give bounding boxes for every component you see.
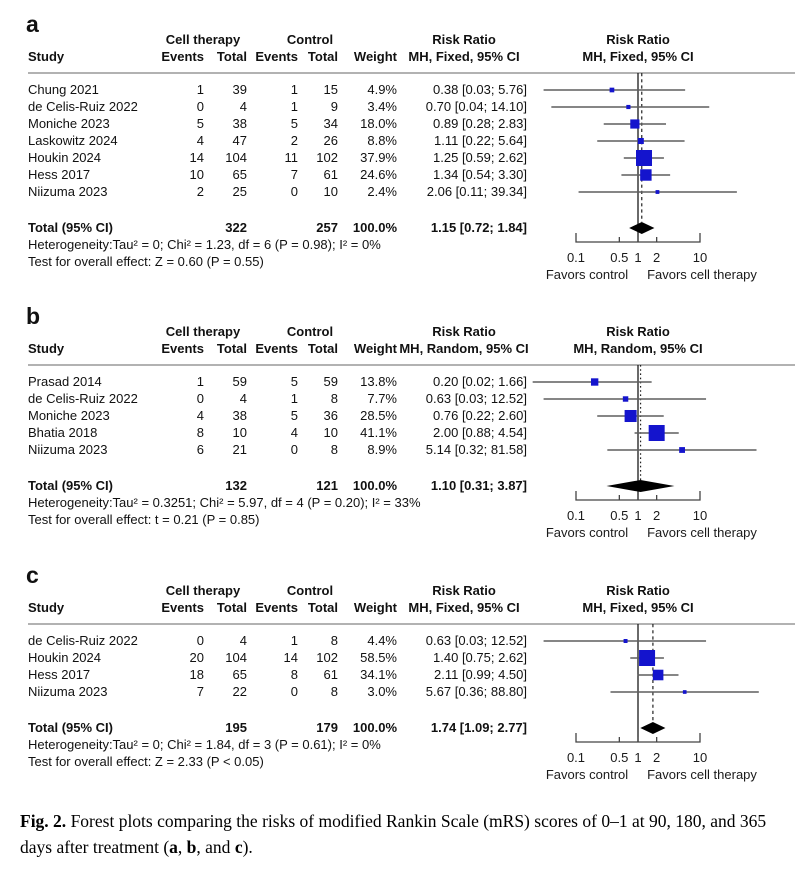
study-name-cell: Moniche 2023 [28, 116, 110, 131]
weight-cell: 8.8% [367, 133, 397, 148]
column-model-stats: MH, Fixed, 95% CI [408, 600, 520, 615]
panel-label: b [26, 303, 41, 329]
ctrl-events-cell: 5 [290, 408, 298, 423]
total-weight-cell: 100.0% [352, 720, 397, 735]
total-label-cell: Total (95% CI) [28, 478, 113, 493]
treat-total-cell: 59 [232, 374, 247, 389]
study-name-cell: Moniche 2023 [28, 408, 110, 423]
ctrl-total-cell: 61 [323, 667, 338, 682]
axis-tick-label: 0.1 [566, 750, 586, 765]
effect-square [638, 138, 644, 144]
weight-cell: 2.4% [367, 184, 397, 199]
column-total-control: Total [307, 49, 338, 64]
ctrl-total-cell: 61 [323, 167, 338, 182]
effect-square [679, 447, 685, 453]
overall-effect-text: Test for overall effect: Z = 2.33 (P < 0.05) [28, 754, 264, 769]
column-risk-ratio-stats: Risk Ratio [432, 324, 496, 339]
ctrl-events-cell: 8 [290, 667, 298, 682]
ctrl-total-cell: 102 [316, 150, 338, 165]
total-rr-ci-cell: 1.10 [0.31; 3.87] [430, 478, 527, 493]
total-ctrl-cell: 257 [316, 220, 338, 235]
risk-ratio-ci-cell: 1.25 [0.59; 2.62] [433, 150, 527, 165]
ctrl-events-cell: 0 [290, 442, 298, 457]
axis-tick-label: 1 [634, 750, 642, 765]
weight-cell: 24.6% [360, 167, 397, 182]
treat-events-cell: 14 [189, 150, 204, 165]
study-name-cell: Houkin 2024 [28, 150, 101, 165]
total-treat-cell: 195 [225, 720, 247, 735]
total-ctrl-cell: 121 [316, 478, 338, 493]
ctrl-events-cell: 0 [290, 684, 298, 699]
risk-ratio-ci-cell: 0.89 [0.28; 2.83] [433, 116, 527, 131]
treat-events-cell: 0 [196, 391, 204, 406]
risk-ratio-ci-cell: 0.70 [0.04; 14.10] [425, 99, 527, 114]
study-name-cell: Niizuma 2023 [28, 184, 108, 199]
effect-square [626, 105, 630, 109]
column-study: Study [28, 600, 65, 615]
column-total-control: Total [307, 341, 338, 356]
column-events-treatment: Events [161, 341, 204, 356]
column-total-treatment: Total [216, 341, 247, 356]
total-rr-ci-cell: 1.15 [0.72; 1.84] [430, 220, 527, 235]
heterogeneity-text: Heterogeneity:Tau² = 0.3251; Chi² = 5.97, df = 4 (P = 0.20); I² = 33% [28, 495, 421, 510]
forest-panel-c [0, 563, 800, 799]
ctrl-events-cell: 7 [290, 167, 298, 182]
axis-tick-label: 1 [634, 250, 642, 265]
caption-segment: c [234, 837, 243, 858]
risk-ratio-ci-cell: 0.63 [0.03; 12.52] [425, 633, 527, 648]
ctrl-total-cell: 8 [330, 391, 338, 406]
study-name-cell: Niizuma 2023 [28, 442, 108, 457]
figure-caption [20, 808, 786, 861]
column-model-stats: MH, Random, 95% CI [399, 341, 529, 356]
risk-ratio-ci-cell: 2.06 [0.11; 39.34] [426, 184, 527, 199]
ctrl-total-cell: 102 [316, 650, 338, 665]
ctrl-total-cell: 15 [323, 82, 338, 97]
column-weight: Weight [353, 341, 397, 356]
treat-events-cell: 8 [196, 425, 204, 440]
total-ctrl-cell: 179 [316, 720, 338, 735]
caption-segment: a [169, 837, 178, 858]
ctrl-total-cell: 8 [330, 442, 338, 457]
treat-events-cell: 20 [189, 650, 204, 665]
column-study: Study [28, 49, 65, 64]
effect-square [653, 670, 664, 681]
ctrl-total-cell: 8 [330, 684, 338, 699]
favors-left-label: Favors control [545, 767, 629, 782]
weight-cell: 34.1% [360, 667, 397, 682]
ctrl-total-cell: 59 [323, 374, 338, 389]
treat-events-cell: 18 [189, 667, 204, 682]
study-name-cell: Niizuma 2023 [28, 684, 108, 699]
study-name-cell: Laskowitz 2024 [28, 133, 118, 148]
column-events-control: Events [255, 600, 298, 615]
favors-left-label: Favors control [545, 267, 629, 282]
weight-cell: 3.0% [367, 684, 397, 699]
ctrl-events-cell: 14 [283, 650, 298, 665]
column-events-control: Events [255, 49, 298, 64]
axis-tick-label: 10 [692, 508, 708, 523]
treat-events-cell: 4 [196, 408, 204, 423]
effect-square [640, 169, 651, 180]
treat-events-cell: 0 [196, 633, 204, 648]
overall-effect-text: Test for overall effect: t = 0.21 (P = 0.85) [28, 512, 260, 527]
ctrl-events-cell: 1 [290, 82, 298, 97]
treat-total-cell: 4 [239, 633, 247, 648]
forest-panel-a [0, 12, 800, 302]
risk-ratio-ci-cell: 5.14 [0.32; 81.58] [425, 442, 527, 457]
treat-events-cell: 4 [196, 133, 204, 148]
column-events-treatment: Events [161, 49, 204, 64]
caption-segment: ). [242, 837, 253, 858]
axis-tick-label: 2 [653, 250, 661, 265]
column-total-control: Total [307, 600, 338, 615]
study-name-cell: de Celis-Ruiz 2022 [28, 99, 138, 114]
total-treat-cell: 132 [225, 478, 247, 493]
ctrl-events-cell: 0 [290, 184, 298, 199]
risk-ratio-ci-cell: 0.63 [0.03; 12.52] [425, 391, 527, 406]
column-total-treatment: Total [216, 600, 247, 615]
caption-segment: Fig. 2. [20, 811, 67, 831]
ctrl-total-cell: 8 [330, 633, 338, 648]
weight-cell: 7.7% [367, 391, 397, 406]
axis-tick-label: 0.1 [566, 250, 586, 265]
risk-ratio-ci-cell: 2.11 [0.99; 4.50] [434, 667, 527, 682]
risk-ratio-ci-cell: 2.00 [0.88; 4.54] [433, 425, 527, 440]
risk-ratio-ci-cell: 0.38 [0.03; 5.76] [433, 82, 527, 97]
column-model-plot: MH, Fixed, 95% CI [582, 600, 694, 615]
treat-total-cell: 38 [232, 408, 247, 423]
study-name-cell: Bhatia 2018 [28, 425, 98, 440]
weight-cell: 28.5% [360, 408, 397, 423]
ctrl-total-cell: 10 [323, 425, 338, 440]
ctrl-events-cell: 1 [290, 633, 298, 648]
total-weight-cell: 100.0% [352, 478, 397, 493]
treat-total-cell: 39 [232, 82, 247, 97]
effect-square [610, 88, 615, 93]
ctrl-events-cell: 5 [290, 374, 298, 389]
total-treat-cell: 322 [225, 220, 247, 235]
pooled-diamond [606, 480, 674, 492]
column-risk-ratio-plot: Risk Ratio [606, 32, 670, 47]
study-name-cell: de Celis-Ruiz 2022 [28, 391, 138, 406]
favors-left-label: Favors control [545, 525, 629, 540]
column-group-control: Control [286, 32, 334, 47]
study-name-cell: Hess 2017 [28, 667, 91, 682]
pooled-diamond [640, 722, 665, 734]
ctrl-total-cell: 34 [323, 116, 338, 131]
axis-tick-label: 1 [634, 508, 642, 523]
forest-plot-svg [0, 12, 800, 302]
treat-events-cell: 5 [196, 116, 204, 131]
axis-tick-label: 0.1 [566, 508, 586, 523]
effect-square [656, 190, 660, 194]
study-name-cell: Houkin 2024 [28, 650, 101, 665]
column-group-cell-therapy: Cell therapy [165, 32, 241, 47]
risk-ratio-ci-cell: 1.11 [0.22; 5.64] [434, 133, 527, 148]
ctrl-events-cell: 4 [290, 425, 298, 440]
treat-total-cell: 38 [232, 116, 247, 131]
column-events-treatment: Events [161, 600, 204, 615]
caption-segment: , and [196, 837, 235, 858]
study-name-cell: Prasad 2014 [28, 374, 102, 389]
column-risk-ratio-plot: Risk Ratio [606, 324, 670, 339]
axis-tick-label: 10 [692, 750, 708, 765]
treat-events-cell: 7 [196, 684, 204, 699]
effect-square [624, 639, 628, 643]
treat-events-cell: 1 [196, 374, 204, 389]
weight-cell: 37.9% [360, 150, 397, 165]
ctrl-total-cell: 9 [330, 99, 338, 114]
column-group-control: Control [286, 324, 334, 339]
total-label-cell: Total (95% CI) [28, 720, 113, 735]
treat-total-cell: 4 [239, 99, 247, 114]
column-weight: Weight [353, 600, 397, 615]
caption-segment: Forest plots comparing the risks of modified Rankin Scale (mRS) scores of 0–1 at 90, 180, and 365 days after treatment ( [20, 811, 767, 858]
column-risk-ratio-plot: Risk Ratio [606, 583, 670, 598]
forest-plot-svg [0, 304, 800, 556]
effect-square [625, 410, 637, 422]
treat-total-cell: 47 [232, 133, 247, 148]
weight-cell: 4.9% [367, 82, 397, 97]
ctrl-events-cell: 11 [284, 150, 298, 165]
caption-segment: , [177, 837, 187, 858]
treat-total-cell: 25 [232, 184, 247, 199]
axis-tick-label: 2 [653, 508, 661, 523]
column-study: Study [28, 341, 65, 356]
forest-plot-svg [0, 563, 800, 799]
risk-ratio-ci-cell: 5.67 [0.36; 88.80] [425, 684, 527, 699]
axis-tick-label: 2 [653, 750, 661, 765]
forest-panel-b [0, 304, 800, 556]
column-events-control: Events [255, 341, 298, 356]
weight-cell: 18.0% [360, 116, 397, 131]
weight-cell: 58.5% [360, 650, 397, 665]
treat-total-cell: 65 [232, 667, 247, 682]
weight-cell: 13.8% [360, 374, 397, 389]
favors-right-label: Favors cell therapy [647, 525, 757, 540]
treat-total-cell: 104 [225, 650, 247, 665]
weight-cell: 41.1% [360, 425, 397, 440]
column-risk-ratio-stats: Risk Ratio [432, 583, 496, 598]
ctrl-events-cell: 1 [290, 99, 298, 114]
total-weight-cell: 100.0% [352, 220, 397, 235]
effect-square [591, 378, 598, 385]
weight-cell: 8.9% [367, 442, 397, 457]
column-model-plot: MH, Random, 95% CI [573, 341, 703, 356]
favors-right-label: Favors cell therapy [647, 767, 757, 782]
treat-events-cell: 0 [196, 99, 204, 114]
effect-square [639, 650, 655, 666]
risk-ratio-ci-cell: 0.76 [0.22; 2.60] [433, 408, 527, 423]
total-label-cell: Total (95% CI) [28, 220, 113, 235]
favors-right-label: Favors cell therapy [647, 267, 757, 282]
effect-square [683, 690, 687, 694]
ctrl-events-cell: 1 [290, 391, 298, 406]
treat-events-cell: 2 [196, 184, 204, 199]
column-model-stats: MH, Fixed, 95% CI [408, 49, 520, 64]
axis-tick-label: 0.5 [610, 508, 629, 523]
axis-tick-label: 0.5 [610, 750, 629, 765]
ctrl-events-cell: 5 [290, 116, 298, 131]
total-rr-ci-cell: 1.74 [1.09; 2.77] [430, 720, 527, 735]
study-name-cell: de Celis-Ruiz 2022 [28, 633, 138, 648]
risk-ratio-ci-cell: 1.40 [0.75; 2.62] [433, 650, 527, 665]
column-group-cell-therapy: Cell therapy [165, 324, 241, 339]
risk-ratio-ci-cell: 1.34 [0.54; 3.30] [433, 167, 527, 182]
weight-cell: 3.4% [367, 99, 397, 114]
ctrl-total-cell: 10 [323, 184, 338, 199]
risk-ratio-ci-cell: 0.20 [0.02; 1.66] [433, 374, 527, 389]
column-model-plot: MH, Fixed, 95% CI [582, 49, 694, 64]
panel-label: c [26, 562, 39, 588]
pooled-diamond [629, 222, 654, 234]
column-group-cell-therapy: Cell therapy [165, 583, 241, 598]
panel-label: a [26, 11, 39, 37]
treat-total-cell: 21 [232, 442, 247, 457]
ctrl-events-cell: 2 [290, 133, 298, 148]
column-group-control: Control [286, 583, 334, 598]
heterogeneity-text: Heterogeneity:Tau² = 0; Chi² = 1.84, df = 3 (P = 0.61); I² = 0% [28, 737, 381, 752]
treat-events-cell: 6 [196, 442, 204, 457]
overall-effect-text: Test for overall effect: Z = 0.60 (P = 0.55) [28, 254, 264, 269]
study-name-cell: Hess 2017 [28, 167, 91, 182]
treat-total-cell: 104 [225, 150, 247, 165]
weight-cell: 4.4% [367, 633, 397, 648]
treat-events-cell: 10 [189, 167, 204, 182]
column-total-treatment: Total [216, 49, 247, 64]
study-name-cell: Chung 2021 [28, 82, 99, 97]
column-weight: Weight [353, 49, 397, 64]
treat-total-cell: 22 [232, 684, 247, 699]
axis-tick-label: 10 [692, 250, 708, 265]
column-risk-ratio-stats: Risk Ratio [432, 32, 496, 47]
heterogeneity-text: Heterogeneity:Tau² = 0; Chi² = 1.23, df = 6 (P = 0.98); I² = 0% [28, 237, 381, 252]
ctrl-total-cell: 26 [323, 133, 338, 148]
treat-total-cell: 4 [239, 391, 247, 406]
caption-segment: b [186, 837, 197, 858]
treat-total-cell: 65 [232, 167, 247, 182]
effect-square [636, 150, 652, 166]
effect-square [649, 425, 665, 441]
effect-square [630, 119, 639, 128]
treat-events-cell: 1 [196, 82, 204, 97]
axis-tick-label: 0.5 [610, 250, 629, 265]
ctrl-total-cell: 36 [323, 408, 338, 423]
treat-total-cell: 10 [232, 425, 247, 440]
effect-square [623, 396, 628, 401]
